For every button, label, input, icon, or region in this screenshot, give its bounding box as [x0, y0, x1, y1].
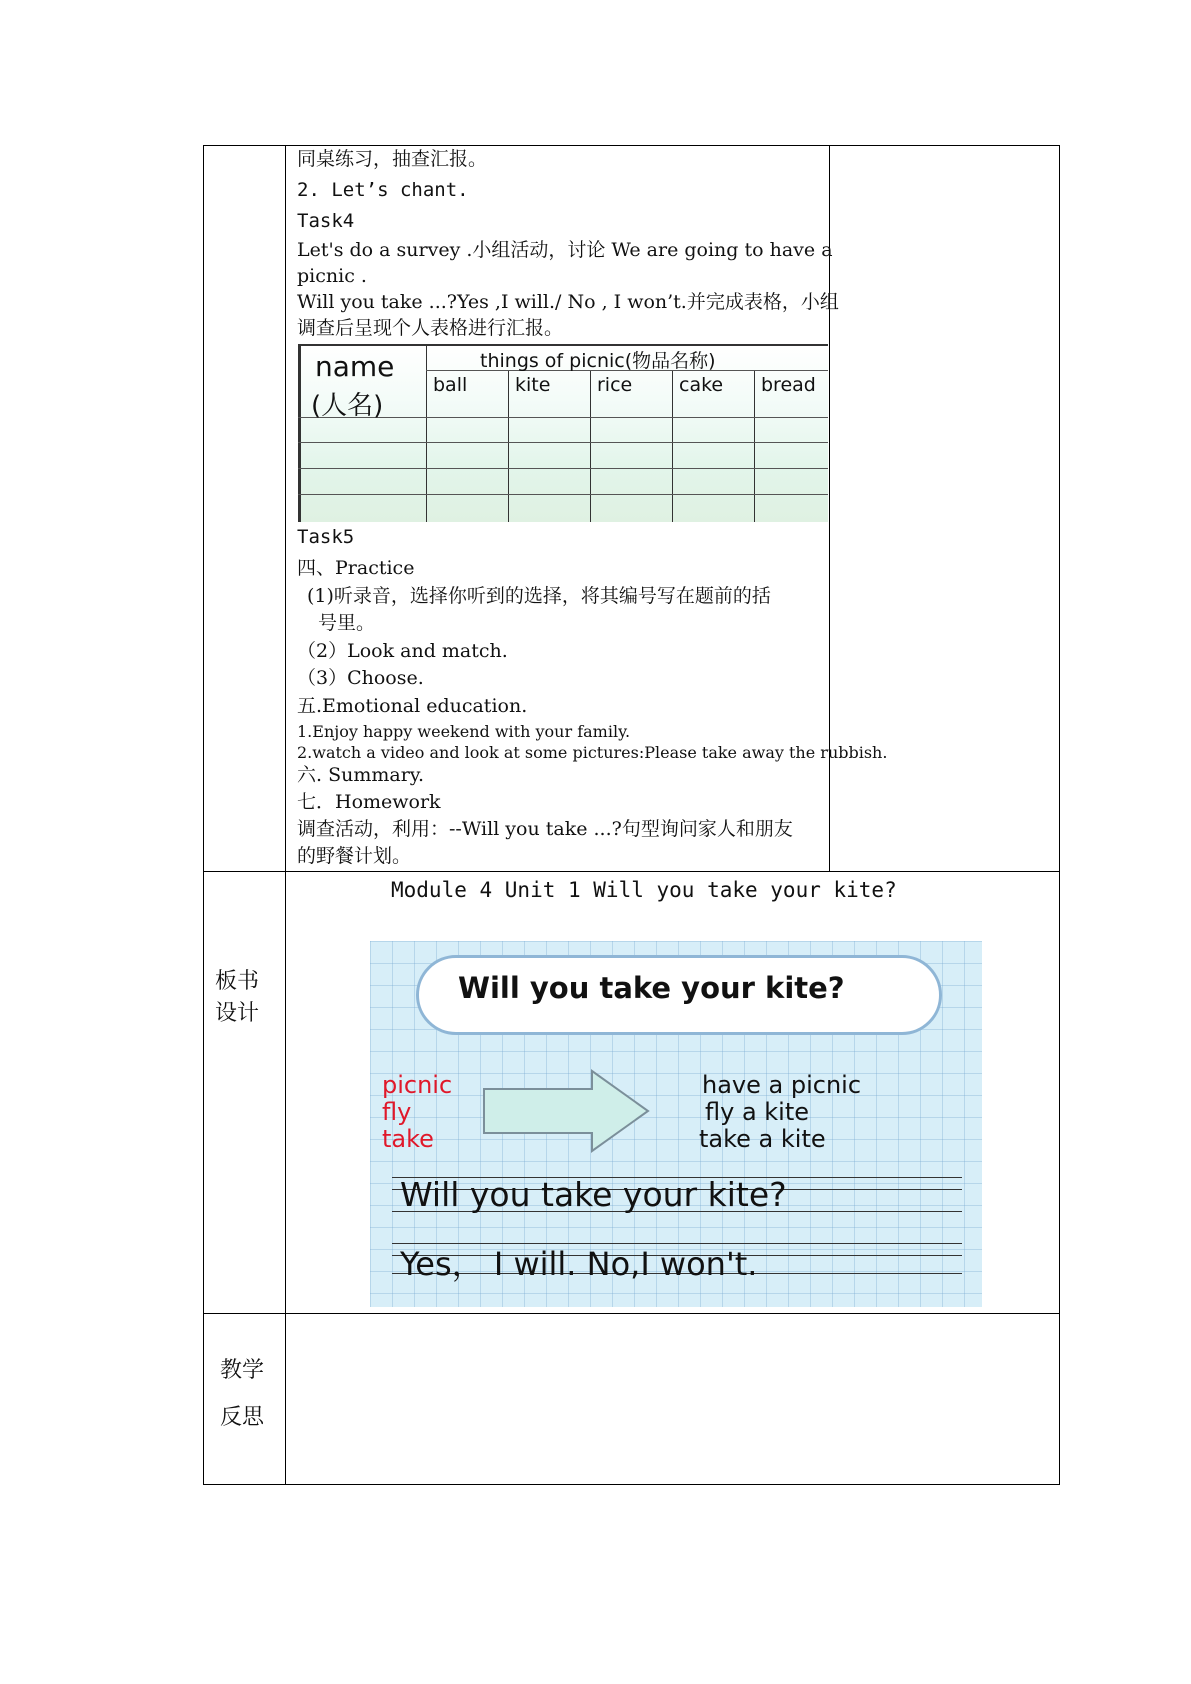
- board-word: picnic: [382, 1071, 453, 1099]
- board-word: fly: [382, 1098, 412, 1126]
- survey-divider: [508, 370, 509, 522]
- plan-line: 的野餐计划。: [297, 845, 412, 867]
- plan-line: 六. Summary.: [297, 764, 425, 786]
- arrow-icon: [482, 1069, 652, 1153]
- table-border-left: [203, 145, 204, 1485]
- survey-name-header-cn: (人名): [311, 391, 384, 421]
- plan-line: Let's do a survey .小组活动，讨论 We are going to have a: [297, 239, 833, 261]
- plan-line: (1)听录音，选择你听到的选择，将其编号写在题前的括: [307, 585, 771, 607]
- reflection-label: 教学: [220, 1358, 265, 1383]
- survey-row-line: [298, 468, 828, 469]
- board-phrase: take a kite: [699, 1125, 826, 1153]
- plan-line: 2.watch a video and look at some pictures:Please take away the rubbish.: [297, 743, 888, 762]
- board-design-image: [370, 941, 982, 1307]
- survey-divider: [672, 370, 673, 522]
- board-phrase: fly a kite: [705, 1098, 810, 1126]
- survey-item: bread: [761, 374, 816, 396]
- plan-line: 调查后呈现个人表格进行汇报。: [297, 317, 564, 339]
- plan-line: 七．Homework: [297, 791, 441, 813]
- table-border-bottom: [203, 1484, 1060, 1485]
- plan-line: （3）Choose.: [297, 667, 424, 689]
- board-phrase: have a picnic: [702, 1071, 862, 1099]
- plan-line: 五.Emotional education.: [297, 695, 528, 717]
- plan-line: Will you take ...?Yes ,I will./ No , I won’t.并完成表格，小组: [297, 291, 839, 313]
- plan-line: Task5: [297, 526, 355, 548]
- table-border-right: [1059, 145, 1060, 1485]
- plan-line: 调查活动，利用：--Will you take ...?句型询问家人和朋友: [297, 818, 793, 840]
- survey-item: rice: [597, 374, 633, 396]
- row-divider-1: [203, 871, 1060, 872]
- reflection-label: 反思: [220, 1405, 265, 1430]
- board-design-label: 板书: [215, 969, 260, 994]
- plan-line: （2）Look and match.: [297, 640, 508, 662]
- row-divider-2: [203, 1313, 1060, 1314]
- plan-line: 四、Practice: [297, 557, 415, 579]
- plan-line: picnic .: [297, 265, 367, 287]
- survey-things-header: things of picnic(物品名称): [480, 350, 716, 372]
- survey-row-line: [298, 494, 828, 495]
- survey-table-image: [298, 344, 828, 522]
- label-column-divider: [285, 145, 286, 1485]
- board-question: Will you take your kite?: [400, 1175, 787, 1214]
- survey-divider: [426, 346, 427, 522]
- board-word: take: [382, 1125, 434, 1153]
- survey-item: kite: [515, 374, 551, 396]
- plan-line: 同桌练习，抽查汇报。: [297, 148, 488, 170]
- survey-divider: [590, 370, 591, 522]
- board-answer: Yes， I will. No,I won't.: [400, 1245, 758, 1283]
- survey-item: ball: [433, 374, 468, 396]
- board-heading: Module 4 Unit 1 Will you take your kite?: [391, 878, 897, 902]
- survey-row-line: [298, 442, 828, 443]
- plan-line: 号里。: [318, 612, 376, 634]
- survey-left-border: [298, 346, 301, 522]
- board-design-label: 设计: [215, 1001, 260, 1026]
- survey-name-header: name: [315, 350, 395, 383]
- board-image-title: Will you take your kite?: [458, 971, 845, 1005]
- plan-line: Task4: [297, 210, 355, 232]
- plan-line: 1.Enjoy happy weekend with your family.: [297, 722, 631, 741]
- survey-divider: [754, 370, 755, 522]
- plan-line: 2. Let’s chant.: [297, 179, 469, 201]
- survey-item: cake: [679, 374, 724, 396]
